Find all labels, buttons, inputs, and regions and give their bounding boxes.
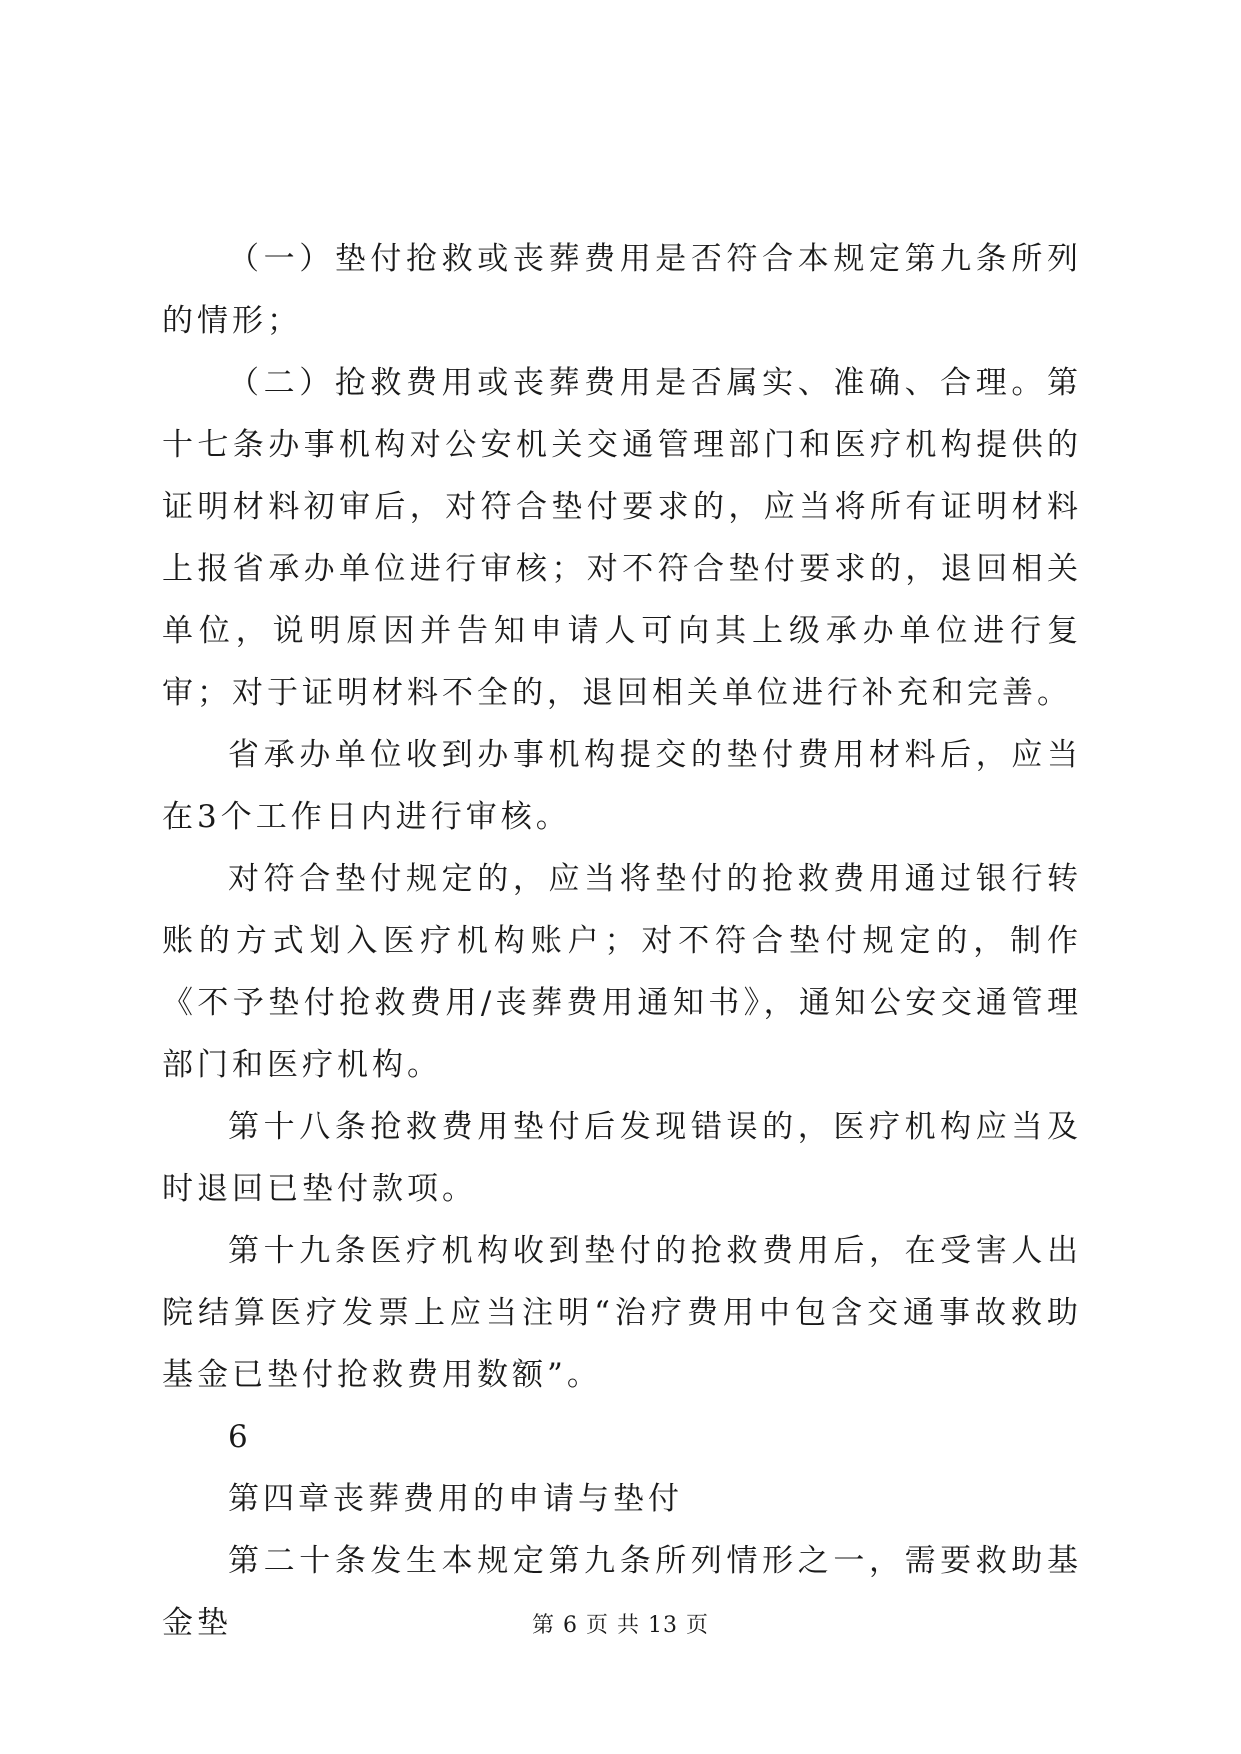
paragraph-article-20: 第二十条发生本规定第九条所列情形之一，需要救助基金垫 bbox=[162, 1543, 1082, 1641]
paragraph-payment-transfer: 对符合垫付规定的，应当将垫付的抢救费用通过银行转账的方式划入医疗机构账户；对不符合垫付规定的，制作《不予垫付抢救费用/丧葬费用通知书》，通知公安交通管理部门和医疗机构。 bbox=[162, 861, 1082, 1083]
inline-page-number: 6 bbox=[228, 1419, 248, 1455]
paragraph-article-18: 第十八条抢救费用垫付后发现错误的，医疗机构应当及时退回已垫付款项。 bbox=[162, 1109, 1082, 1207]
paragraph-provincial-review: 省承办单位收到办事机构提交的垫付费用材料后，应当在3个工作日内进行审核。 bbox=[162, 737, 1082, 835]
paragraph-review-item-1: （一）垫付抢救或丧葬费用是否符合本规定第九条所列的情形； bbox=[162, 241, 1082, 339]
chapter-heading: 第四章丧葬费用的申请与垫付 bbox=[228, 1481, 683, 1517]
page-footer: 第 6 页 共 13 页 bbox=[532, 1613, 709, 1638]
paragraph-review-item-2-article-17: （二）抢救费用或丧葬费用是否属实、准确、合理。第十七条办事机构对公安机关交通管理部门和医疗机构提供的证明材料初审后，对符合垫付要求的，应当将所有证明材料上报省承办单位进行审核；对不符合垫付要求的，退回相关单位，说明原因并告知申请人可向其上级承办单位进行复审；对于证明材料不全的，退回相关单位进行补充和完善。 bbox=[162, 365, 1082, 711]
document-body bbox=[162, 228, 1082, 1654]
paragraph-article-19: 第十九条医疗机构收到垫付的抢救费用后，在受害人出院结算医疗发票上应当注明“治疗费用中包含交通事故救助基金已垫付抢救费用数额”。 bbox=[162, 1233, 1082, 1393]
